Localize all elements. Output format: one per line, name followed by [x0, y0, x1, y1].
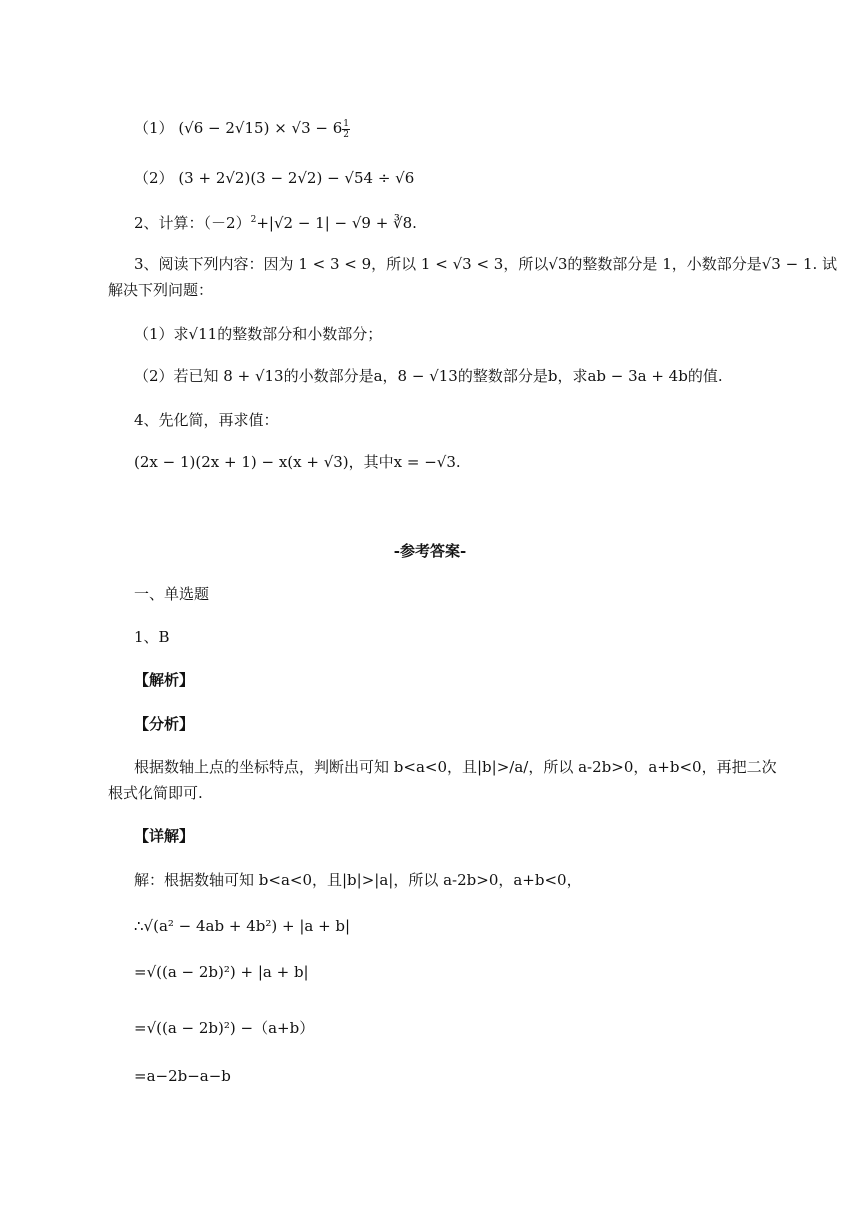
problem-3-line-2: 解决下列问题：: [108, 281, 214, 299]
solution-step-2: =√((a − 2b)²) + |a + b|: [134, 963, 309, 981]
problem-label: （2）: [134, 169, 174, 187]
problem-2: 2、计算：$(-2)^2+|√2 - 1| - √9$ + ∛8.: [134, 214, 417, 232]
fenxi-label: 【分析】: [134, 715, 195, 733]
problem-3-line-1: 3、阅读下列内容：因为 1 < 3 < 9，所以 1 < √3 < 3，所以√3的整数部分是 1，小数部分是√3 − 1. 试: [134, 255, 838, 273]
analysis-line-1: 根据数轴上点的坐标特点，判断出可知 b<a<0，且|b|>/a/，所以 a-2b>0，a+b<0，再把二次: [134, 758, 777, 776]
analysis-line-2: 根式化简即可.: [108, 784, 203, 802]
math-expression: (√6 − 2√15) × √3 − 6: [178, 119, 343, 137]
problem-text: 2、计算：（－2）: [134, 214, 251, 232]
half-fraction: $\frac{1}{2}$: [343, 118, 350, 140]
answer-q1: 1、B: [134, 628, 170, 646]
solution-step-1: ∴√(a² − 4ab + 4b²) + |a + b|: [134, 917, 351, 935]
section-title: 一、单选题: [134, 585, 210, 603]
solution-step-4: =a−2b−a−b: [134, 1067, 231, 1085]
math-expression: (3 + 2√2)(3 − 2√2) − √54 ÷ √6: [178, 169, 415, 187]
problem-4-title: 4、先化简，再求值：: [134, 411, 279, 429]
xiangjie-label: 【详解】: [134, 827, 195, 845]
solve-line: 解：根据数轴可知 b<a<0，且|b|>|a|，所以 a-2b>0，a+b<0，: [134, 871, 582, 889]
solution-step-3: =√((a − 2b)²) −（a+b）: [134, 1019, 315, 1037]
problem-4-expr: (2x − 1)(2x + 1) − x(x + √3)，其中x = −√3.: [134, 453, 461, 471]
problem-1-1: [134, 118, 350, 140]
problem-3-2: （2）若已知 8 + √13的小数部分是a，8 − √13的整数部分是b，求ab − 3a + 4b的值.: [134, 367, 723, 385]
math-expression: +|√2 − 1| − √9 + ∛8.: [256, 214, 417, 232]
jiexi-label: 【解析】: [134, 671, 195, 689]
problem-3-1: （1）求√11的整数部分和小数部分；: [134, 325, 383, 343]
problem-1-2: [134, 168, 414, 188]
problem-label: （1）: [134, 119, 174, 137]
answers-heading: -参考答案-: [393, 542, 467, 560]
